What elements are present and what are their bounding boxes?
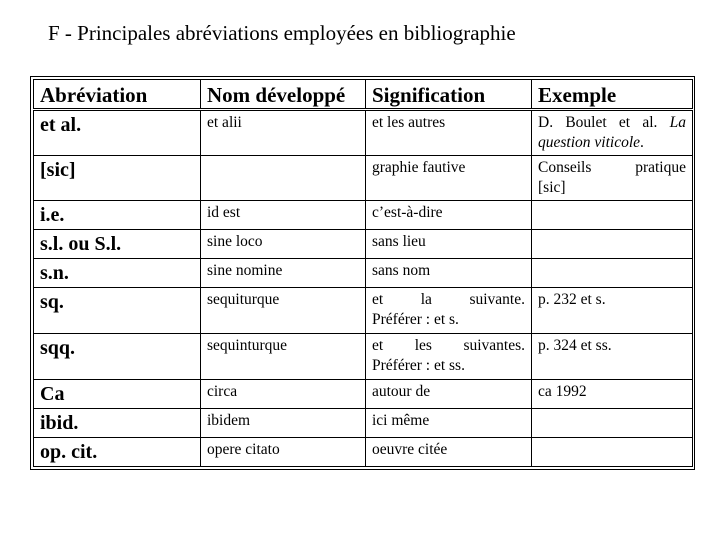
cell-abbreviation: sq.	[34, 288, 201, 334]
table-row	[34, 380, 693, 409]
cell-example	[532, 438, 693, 467]
cell-meaning: autour de	[366, 380, 532, 409]
example-word: Boulet	[565, 114, 607, 131]
cell-full-name: ibidem	[201, 409, 366, 438]
cell-full-name	[201, 156, 366, 201]
example-word: Conseils	[538, 159, 592, 176]
cell-abbreviation: et al.	[34, 110, 201, 156]
meaning-line	[372, 290, 525, 310]
example-line	[538, 113, 686, 133]
abbreviations-table	[33, 79, 693, 467]
meaning-word: suivante.	[469, 291, 525, 308]
cell-example: ca 1992	[532, 380, 693, 409]
table-row	[34, 288, 693, 334]
page-title: F - Principales abréviations employées en bibliographie	[48, 21, 516, 45]
cell-example	[532, 156, 693, 201]
example-word: al.	[642, 114, 658, 131]
table-header-row	[34, 80, 693, 110]
cell-example	[532, 409, 693, 438]
cell-full-name: circa	[201, 380, 366, 409]
cell-abbreviation: s.n.	[34, 259, 201, 288]
header-meaning: Signification	[366, 80, 532, 110]
cell-example: p. 324 et ss.	[532, 334, 693, 380]
cell-full-name: et alii	[201, 110, 366, 156]
cell-abbreviation: i.e.	[34, 201, 201, 230]
example-title-word: La	[669, 114, 686, 131]
example-word: et	[618, 114, 631, 131]
header-abbreviation: Abréviation	[34, 80, 201, 110]
example-punct: .	[640, 134, 644, 151]
table-row	[34, 201, 693, 230]
meaning-line: Préférer : et ss.	[372, 357, 465, 374]
example-line	[538, 133, 686, 153]
cell-full-name: id est	[201, 201, 366, 230]
cell-full-name: sequinturque	[201, 334, 366, 380]
cell-abbreviation: op. cit.	[34, 438, 201, 467]
example-line	[538, 158, 686, 178]
cell-abbreviation: Ca	[34, 380, 201, 409]
cell-meaning: sans nom	[366, 259, 532, 288]
cell-full-name: sine loco	[201, 230, 366, 259]
table-row	[34, 110, 693, 156]
example-title: question viticole	[538, 134, 641, 151]
meaning-word: la	[420, 291, 432, 308]
header-example: Exemple	[532, 80, 693, 110]
cell-full-name: opere citato	[201, 438, 366, 467]
cell-meaning: graphie fautive	[366, 156, 532, 201]
example-word: pratique	[635, 159, 686, 176]
cell-full-name: sine nomine	[201, 259, 366, 288]
cell-meaning: oeuvre citée	[366, 438, 532, 467]
table-row	[34, 230, 693, 259]
table-row	[34, 438, 693, 467]
cell-example	[532, 201, 693, 230]
table-row	[34, 156, 693, 201]
cell-abbreviation: [sic]	[34, 156, 201, 201]
cell-meaning	[366, 288, 532, 334]
cell-meaning: et les autres	[366, 110, 532, 156]
meaning-line	[372, 336, 525, 356]
meaning-word: et	[372, 337, 384, 354]
cell-example	[532, 259, 693, 288]
cell-meaning: ici même	[366, 409, 532, 438]
example-line: [sic]	[538, 179, 566, 196]
meaning-word: suivantes.	[463, 337, 525, 354]
table-row	[34, 409, 693, 438]
cell-example	[532, 230, 693, 259]
meaning-word: et	[372, 291, 384, 308]
example-word: D.	[538, 114, 554, 131]
cell-meaning: c’est-à-dire	[366, 201, 532, 230]
table-row	[34, 259, 693, 288]
cell-meaning	[366, 334, 532, 380]
header-full-name: Nom développé	[201, 80, 366, 110]
meaning-word: les	[414, 337, 432, 354]
abbreviations-table-frame	[30, 76, 695, 470]
cell-example: p. 232 et s.	[532, 288, 693, 334]
cell-abbreviation: ibid.	[34, 409, 201, 438]
cell-abbreviation: sqq.	[34, 334, 201, 380]
table-row	[34, 334, 693, 380]
cell-abbreviation: s.l. ou S.l.	[34, 230, 201, 259]
meaning-line: Préférer : et s.	[372, 311, 459, 328]
cell-example	[532, 110, 693, 156]
cell-full-name: sequiturque	[201, 288, 366, 334]
cell-meaning: sans lieu	[366, 230, 532, 259]
